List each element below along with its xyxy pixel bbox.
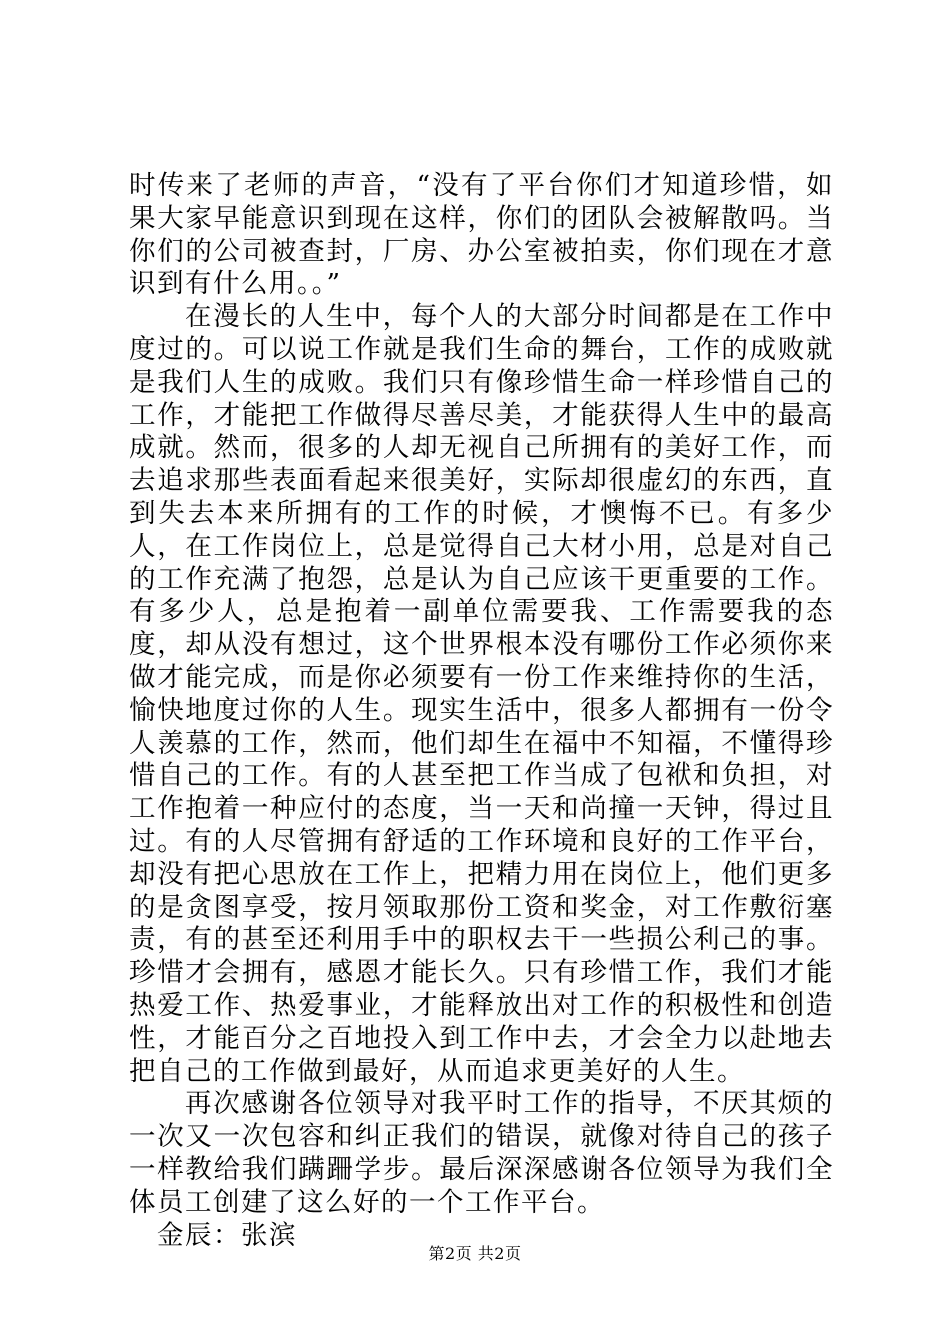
paragraph-continuation: 时传来了老师的声音，“没有了平台你们才知道珍惜，如果大家早能意识到现在这样，你们的团队会被解散吗。当你们的公司被查封，厂房、办公室被拍卖，你们现在才意识到有什么用。。” <box>129 170 834 300</box>
paragraph-cherish-work: 在漫长的人生中，每个人的大部分时间都是在工作中度过的。可以说工作就是我们生命的舞台，工作的成败就是我们人生的成败。我们只有像珍惜生命一样珍惜自己的工作，才能把工作做得尽善尽美，才能获得人生中的最高成就。然而，很多的人却无视自己所拥有的美好工作，而去追求那些表面看起来很美好，实际却很虚幻的东西，直到失去本来所拥有的工作的时候，才懊悔不已。有多少人，在工作岗位上，总是觉得自己大材小用，总是对自己的工作充满了抱怨，总是认为自己应该干更重要的工作。有多少人，总是抱着一副单位需要我、工作需要我的态度，却从没有想过，这个世界根本没有哪份工作必须你来做才能完成，而是你必须要有一份工作来维持你的生活，愉快地度过你的人生。现实生活中，很多人都拥有一份令人羡慕的工作，然而，他们却生在福中不知福，不懂得珍惜自己的工作。有的人甚至把工作当成了包袱和负担，对工作抱着一种应付的态度，当一天和尚撞一天钟，得过且过。有的人尽管拥有舒适的工作环境和良好的工作平台，却没有把心思放在工作上，把精力用在岗位上，他们更多的是贪图享受，按月领取那份工资和奖金，对工作敷衍塞责，有的甚至还利用手中的职权去干一些损公利己的事。珍惜才会拥有，感恩才能长久。只有珍惜工作，我们才能热爱工作、热爱事业，才能释放出对工作的积极性和创造性，才能百分之百地投入到工作中去，才会全力以赴地去把自己的工作做到最好，从而追求更美好的人生。 <box>129 301 834 1087</box>
paragraph-thanks: 再次感谢各位领导对我平时工作的指导，不厌其烦的一次又一次包容和纠正我们的错误，就像对待自己的孩子一样教给我们蹒跚学步。最后深深感谢各位领导为我们全体员工创建了这么好的一个工作平台。 <box>129 1088 834 1218</box>
signature: 金辰：张滨 <box>157 1219 297 1251</box>
document-body <box>129 170 834 1252</box>
page-footer: 第2页 共2页 <box>428 1244 522 1263</box>
